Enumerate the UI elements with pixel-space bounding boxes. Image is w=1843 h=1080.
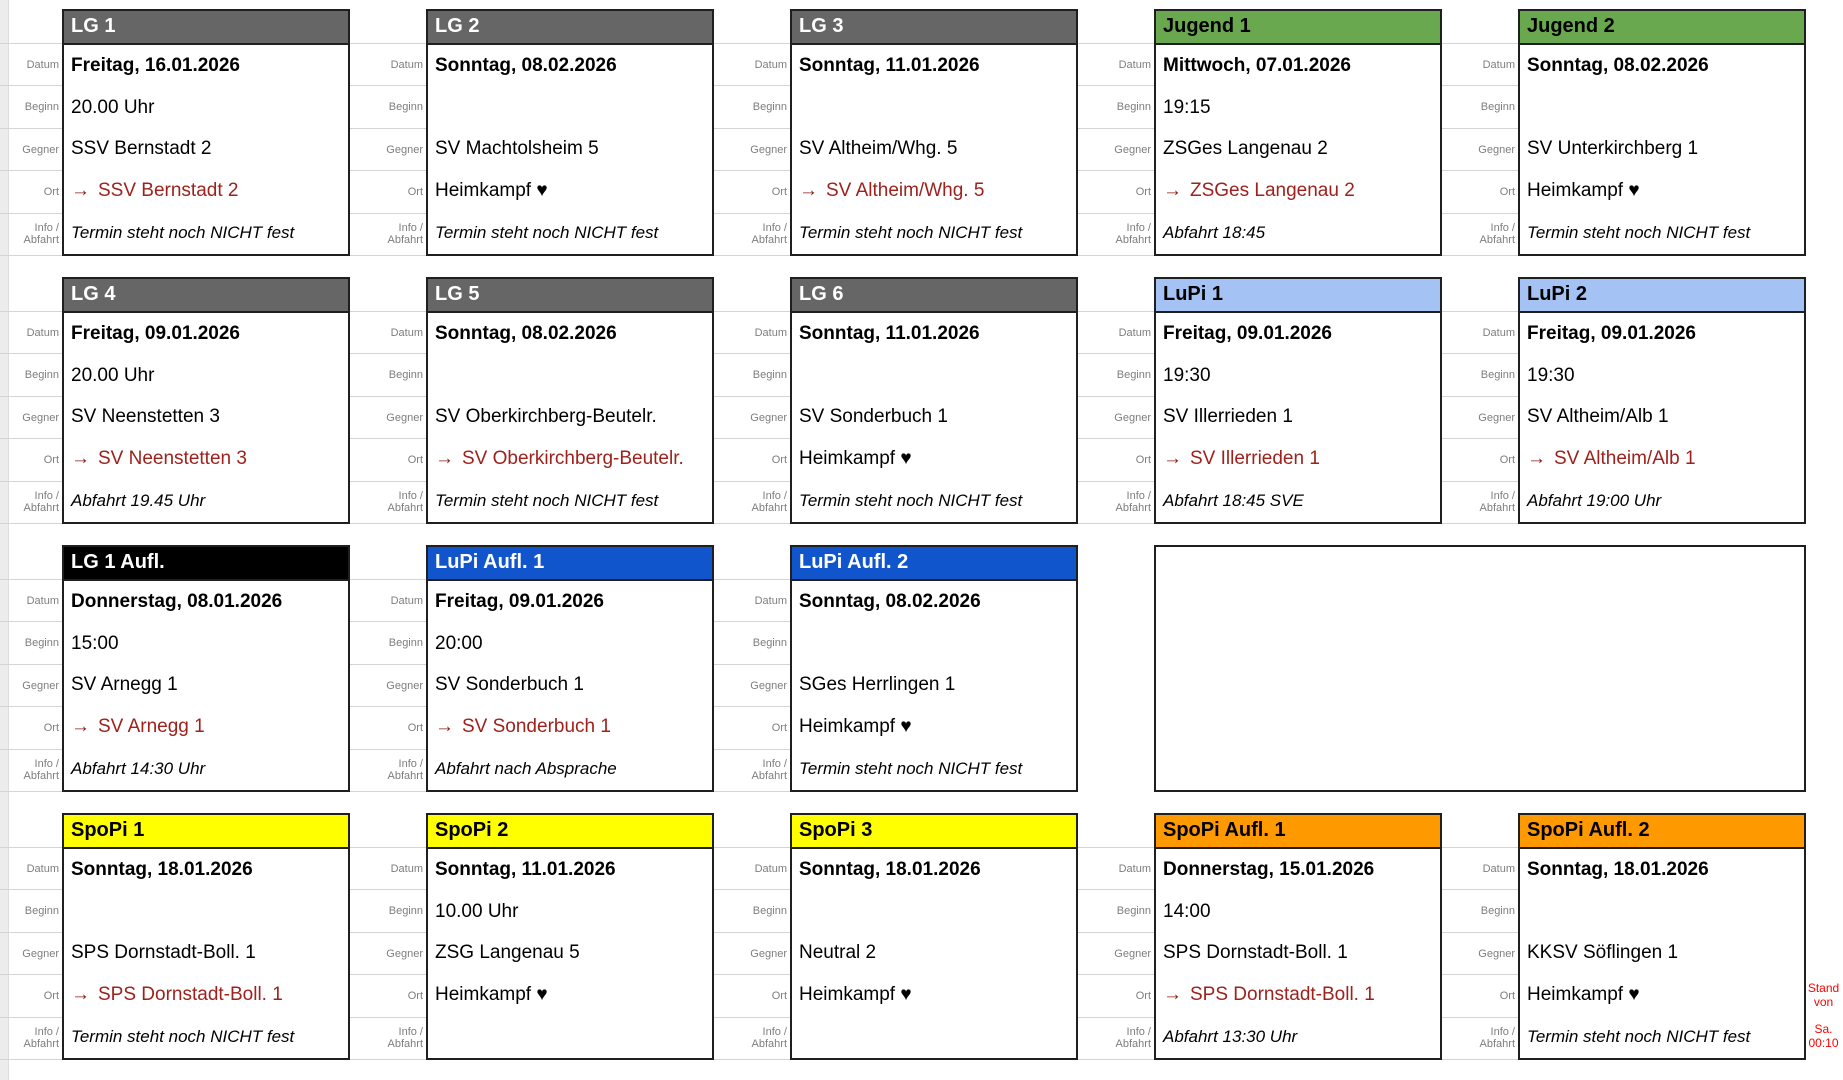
match-location-home: Heimkampf ♥ — [1527, 984, 1640, 1006]
match-card-lg-1 — [62, 9, 350, 256]
row-label-info-abfahrt: Info / Abfahrt — [0, 1017, 62, 1060]
row-label-ort: Ort — [0, 170, 62, 212]
match-location: SV Altheim/Whg. 5 — [826, 180, 985, 202]
row-label-beginn: Beginn — [714, 353, 790, 395]
row-label-ort: Ort — [714, 974, 790, 1016]
match-info — [792, 1016, 1076, 1058]
row-label-datum: Datum — [0, 43, 62, 85]
card-title: LG 2 — [428, 11, 712, 45]
match-location-link[interactable] — [428, 438, 712, 480]
match-location: SPS Dornstadt-Boll. 1 — [98, 984, 283, 1006]
right-arrow-icon: → — [71, 716, 90, 738]
match-info: Abfahrt 13:30 Uhr — [1163, 1027, 1298, 1047]
match-opponent: SV Neenstetten 3 — [71, 406, 220, 428]
match-opponent: Neutral 2 — [799, 942, 877, 964]
match-info: Termin steht noch NICHT fest — [799, 759, 1023, 779]
match-info: Abfahrt 18:45 — [1163, 223, 1266, 243]
match-card-lg-6 — [790, 277, 1078, 524]
row-label-info-abfahrt: Info / Abfahrt — [1442, 213, 1518, 256]
row-label-gegner: Gegner — [0, 396, 62, 438]
match-time — [1520, 87, 1804, 129]
match-card-lupi-1 — [1154, 277, 1442, 524]
match-opponent: ZSGes Langenau 2 — [1163, 138, 1328, 160]
card-cell-lupi-1 — [1078, 277, 1442, 524]
match-opponent: SPS Dornstadt-Boll. 1 — [1163, 942, 1348, 964]
row-labels — [1078, 813, 1154, 1060]
row-label-ort: Ort — [350, 706, 426, 748]
match-time — [64, 891, 348, 933]
row-label-ort: Ort — [1442, 438, 1518, 480]
match-info: Abfahrt 19:00 Uhr — [1527, 491, 1662, 511]
row-label-beginn: Beginn — [0, 85, 62, 127]
card-title: SpoPi 2 — [428, 815, 712, 849]
match-date: Sonntag, 08.02.2026 — [435, 54, 617, 76]
row-label-gegner: Gegner — [350, 128, 426, 170]
right-arrow-icon: → — [435, 716, 454, 738]
card-title: LG 3 — [792, 11, 1076, 45]
row-label-datum: Datum — [714, 847, 790, 889]
row-labels — [0, 9, 62, 256]
match-time — [792, 355, 1076, 397]
match-location-link[interactable] — [64, 170, 348, 212]
row-label-info-abfahrt: Info / Abfahrt — [350, 1017, 426, 1060]
status-note-line: Stand — [1807, 981, 1840, 995]
card-title: SpoPi 3 — [792, 815, 1076, 849]
card-title: LuPi Aufl. 2 — [792, 547, 1076, 581]
row-label-datum: Datum — [350, 43, 426, 85]
card-cell-lg-2 — [350, 9, 714, 256]
match-location: SV Neenstetten 3 — [98, 448, 247, 470]
match-location-home: Heimkampf ♥ — [1527, 180, 1640, 202]
row-label-gegner: Gegner — [0, 664, 62, 706]
match-time: 14:00 — [1163, 900, 1211, 922]
row-label-info-abfahrt: Info / Abfahrt — [350, 481, 426, 524]
match-info: Termin steht noch NICHT fest — [1527, 223, 1751, 243]
card-title: LG 1 — [64, 11, 348, 45]
row-label-datum: Datum — [714, 311, 790, 353]
row-label-datum: Datum — [350, 579, 426, 621]
match-info: Termin steht noch NICHT fest — [71, 1027, 295, 1047]
card-cell-spopi-2 — [350, 813, 714, 1060]
match-date: Sonntag, 08.02.2026 — [799, 590, 981, 612]
row-label-beginn: Beginn — [350, 85, 426, 127]
row-label-beginn: Beginn — [714, 889, 790, 931]
match-card-lupi-aufl-1 — [426, 545, 714, 792]
match-info: Termin steht noch NICHT fest — [71, 223, 295, 243]
match-card-lupi-aufl-2 — [790, 545, 1078, 792]
row-labels — [714, 813, 790, 1060]
match-opponent: SPS Dornstadt-Boll. 1 — [71, 942, 256, 964]
row-label-gegner: Gegner — [1442, 396, 1518, 438]
match-location-home: Heimkampf ♥ — [799, 716, 912, 738]
match-location-link[interactable] — [1520, 438, 1804, 480]
match-time — [792, 623, 1076, 665]
match-card-spopi-aufl-1 — [1154, 813, 1442, 1060]
match-location-link[interactable] — [64, 974, 348, 1016]
match-location: SV Arnegg 1 — [98, 716, 205, 738]
row-label-datum: Datum — [1442, 847, 1518, 889]
row-label-datum: Datum — [1078, 847, 1154, 889]
right-arrow-icon: → — [71, 180, 90, 202]
row-label-info-abfahrt: Info / Abfahrt — [714, 749, 790, 792]
match-info: Abfahrt 19.45 Uhr — [71, 491, 206, 511]
match-date: Freitag, 09.01.2026 — [71, 322, 240, 344]
match-date: Mittwoch, 07.01.2026 — [1163, 54, 1351, 76]
row-label-ort: Ort — [1442, 170, 1518, 212]
match-opponent: SV Sonderbuch 1 — [435, 674, 584, 696]
row-label-beginn: Beginn — [714, 85, 790, 127]
right-arrow-icon: → — [71, 448, 90, 470]
status-note-line: Sa. — [1814, 1022, 1833, 1036]
match-location-home: Heimkampf ♥ — [435, 984, 548, 1006]
row-labels — [0, 277, 62, 524]
card-title: LG 4 — [64, 279, 348, 313]
match-card-jugend-2 — [1518, 9, 1806, 256]
match-location-link[interactable] — [64, 706, 348, 748]
row-label-beginn: Beginn — [714, 621, 790, 663]
row-label-datum: Datum — [714, 43, 790, 85]
row-label-beginn: Beginn — [0, 621, 62, 663]
row-label-ort: Ort — [0, 438, 62, 480]
row-label-gegner: Gegner — [714, 664, 790, 706]
match-info: Termin steht noch NICHT fest — [435, 491, 659, 511]
match-opponent: SV Altheim/Alb 1 — [1527, 406, 1669, 428]
match-card-lg-3 — [790, 9, 1078, 256]
card-title: LuPi 1 — [1156, 279, 1440, 313]
match-opponent: SV Arnegg 1 — [71, 674, 178, 696]
row-label-ort: Ort — [0, 974, 62, 1016]
row-labels — [1442, 813, 1518, 1060]
card-cell-lupi-2 — [1442, 277, 1806, 524]
match-info: Termin steht noch NICHT fest — [799, 491, 1023, 511]
match-time: 10.00 Uhr — [435, 900, 519, 922]
row-label-gegner: Gegner — [350, 932, 426, 974]
card-title: SpoPi Aufl. 2 — [1520, 815, 1804, 849]
right-arrow-icon: → — [435, 448, 454, 470]
card-title: LuPi Aufl. 1 — [428, 547, 712, 581]
match-time: 20.00 Uhr — [71, 96, 155, 118]
card-title: LG 1 Aufl. — [64, 547, 348, 581]
status-note — [1804, 981, 1843, 1050]
row-label-info-abfahrt: Info / Abfahrt — [0, 213, 62, 256]
card-title: LG 5 — [428, 279, 712, 313]
row-label-ort: Ort — [714, 170, 790, 212]
match-date: Donnerstag, 08.01.2026 — [71, 590, 283, 612]
match-card-lg-4 — [62, 277, 350, 524]
match-info: Termin steht noch NICHT fest — [1527, 1027, 1751, 1047]
match-opponent: ZSG Langenau 5 — [435, 942, 580, 964]
card-title: Jugend 2 — [1520, 11, 1804, 45]
row-label-info-abfahrt: Info / Abfahrt — [350, 749, 426, 792]
right-arrow-icon: → — [1163, 984, 1182, 1006]
row-label-ort: Ort — [714, 706, 790, 748]
row-label-ort: Ort — [1442, 974, 1518, 1016]
match-location-home: Heimkampf ♥ — [799, 448, 912, 470]
match-card-spopi-aufl-2 — [1518, 813, 1806, 1060]
row-label-beginn: Beginn — [1442, 85, 1518, 127]
row-labels — [350, 277, 426, 524]
row-label-gegner: Gegner — [1078, 396, 1154, 438]
match-location-link[interactable] — [1156, 170, 1440, 212]
row-label-beginn: Beginn — [350, 353, 426, 395]
match-location: SV Illerrieden 1 — [1190, 448, 1320, 470]
match-time: 20.00 Uhr — [71, 364, 155, 386]
row-label-info-abfahrt: Info / Abfahrt — [1078, 1017, 1154, 1060]
right-arrow-icon: → — [1527, 448, 1546, 470]
card-cell-lg-4 — [0, 277, 350, 524]
row-label-datum: Datum — [350, 311, 426, 353]
row-label-datum: Datum — [350, 847, 426, 889]
match-opponent: KKSV Söflingen 1 — [1527, 942, 1679, 964]
card-cell-lg-3 — [714, 9, 1078, 256]
row-label-datum: Datum — [714, 579, 790, 621]
match-location: SV Sonderbuch 1 — [462, 716, 611, 738]
card-cell-spopi-aufl-2 — [1442, 813, 1806, 1060]
match-date: Freitag, 16.01.2026 — [71, 54, 240, 76]
card-cell-spopi-aufl-1 — [1078, 813, 1442, 1060]
match-opponent: SV Sonderbuch 1 — [799, 406, 948, 428]
match-location-link[interactable] — [792, 170, 1076, 212]
match-time — [428, 355, 712, 397]
match-opponent: SV Illerrieden 1 — [1163, 406, 1293, 428]
card-cell-spopi-1 — [0, 813, 350, 1060]
match-info: Abfahrt 18:45 SVE — [1163, 491, 1304, 511]
row-label-ort: Ort — [1078, 974, 1154, 1016]
row-label-ort: Ort — [0, 706, 62, 748]
match-location: SPS Dornstadt-Boll. 1 — [1190, 984, 1375, 1006]
card-cell-lg-1-aufl — [0, 545, 350, 792]
match-card-spopi-3 — [790, 813, 1078, 1060]
row-labels — [714, 545, 790, 792]
match-opponent: SGes Herrlingen 1 — [799, 674, 956, 696]
row-labels — [350, 545, 426, 792]
row-label-gegner: Gegner — [714, 932, 790, 974]
row-label-gegner: Gegner — [714, 128, 790, 170]
match-date: Sonntag, 11.01.2026 — [799, 322, 980, 344]
card-title: LuPi 2 — [1520, 279, 1804, 313]
match-card-spopi-1 — [62, 813, 350, 1060]
row-label-datum: Datum — [1442, 311, 1518, 353]
row-label-gegner: Gegner — [1078, 128, 1154, 170]
row-labels — [0, 813, 62, 1060]
match-opponent: SV Oberkirchberg-Beutelr. — [435, 406, 657, 428]
match-time: 15:00 — [71, 632, 119, 654]
match-info: Termin steht noch NICHT fest — [799, 223, 1023, 243]
row-label-beginn: Beginn — [1078, 889, 1154, 931]
row-label-info-abfahrt: Info / Abfahrt — [714, 213, 790, 256]
match-info — [428, 1016, 712, 1058]
status-note-line: von — [1813, 995, 1834, 1009]
match-info: Abfahrt nach Absprache — [435, 759, 617, 779]
match-card-spopi-2 — [426, 813, 714, 1060]
row-label-info-abfahrt: Info / Abfahrt — [714, 1017, 790, 1060]
right-arrow-icon: → — [1163, 180, 1182, 202]
card-title: SpoPi 1 — [64, 815, 348, 849]
match-date: Freitag, 09.01.2026 — [435, 590, 604, 612]
right-arrow-icon: → — [799, 180, 818, 202]
row-label-datum: Datum — [1442, 43, 1518, 85]
row-label-datum: Datum — [0, 579, 62, 621]
row-label-gegner: Gegner — [1442, 128, 1518, 170]
match-time — [792, 87, 1076, 129]
match-date: Donnerstag, 15.01.2026 — [1163, 858, 1375, 880]
row-label-gegner: Gegner — [1078, 932, 1154, 974]
match-location: ZSGes Langenau 2 — [1190, 180, 1355, 202]
row-label-datum: Datum — [1078, 43, 1154, 85]
row-label-ort: Ort — [350, 438, 426, 480]
match-date: Freitag, 09.01.2026 — [1527, 322, 1696, 344]
match-location: SV Altheim/Alb 1 — [1554, 448, 1696, 470]
match-time: 19:15 — [1163, 96, 1211, 118]
row-label-info-abfahrt: Info / Abfahrt — [1442, 481, 1518, 524]
row-label-info-abfahrt: Info / Abfahrt — [1442, 1017, 1518, 1060]
row-labels — [350, 9, 426, 256]
row-label-gegner: Gegner — [714, 396, 790, 438]
match-location-link[interactable] — [428, 706, 712, 748]
row-label-gegner: Gegner — [350, 664, 426, 706]
row-label-beginn: Beginn — [350, 889, 426, 931]
row-label-ort: Ort — [714, 438, 790, 480]
card-cell-lupi-aufl-2 — [714, 545, 1078, 792]
row-labels — [1078, 9, 1154, 256]
match-date: Sonntag, 18.01.2026 — [71, 858, 253, 880]
match-card-lg-5 — [426, 277, 714, 524]
row-labels — [714, 277, 790, 524]
card-title: LG 6 — [792, 279, 1076, 313]
match-location: SV Oberkirchberg-Beutelr. — [462, 448, 684, 470]
match-card-lg-1-aufl — [62, 545, 350, 792]
match-opponent: SV Altheim/Whg. 5 — [799, 138, 958, 160]
row-label-info-abfahrt: Info / Abfahrt — [0, 749, 62, 792]
row-label-info-abfahrt: Info / Abfahrt — [714, 481, 790, 524]
row-label-ort: Ort — [1078, 438, 1154, 480]
row-label-datum: Datum — [0, 311, 62, 353]
match-info: Termin steht noch NICHT fest — [435, 223, 659, 243]
row-label-beginn: Beginn — [1442, 889, 1518, 931]
card-cell-jugend-1 — [1078, 9, 1442, 256]
row-label-beginn: Beginn — [0, 889, 62, 931]
match-date: Sonntag, 08.02.2026 — [435, 322, 617, 344]
empty-schedule-cell — [1154, 545, 1806, 792]
match-card-lupi-2 — [1518, 277, 1806, 524]
match-time — [428, 87, 712, 129]
card-title: SpoPi Aufl. 1 — [1156, 815, 1440, 849]
row-labels — [0, 545, 62, 792]
row-label-gegner: Gegner — [0, 932, 62, 974]
match-opponent: SV Unterkirchberg 1 — [1527, 138, 1699, 160]
match-info: Abfahrt 14:30 Uhr — [71, 759, 206, 779]
row-label-info-abfahrt: Info / Abfahrt — [1078, 213, 1154, 256]
match-location: SSV Bernstadt 2 — [98, 180, 239, 202]
match-date: Sonntag, 11.01.2026 — [435, 858, 616, 880]
card-cell-spopi-3 — [714, 813, 1078, 1060]
card-title: Jugend 1 — [1156, 11, 1440, 45]
match-time — [792, 891, 1076, 933]
match-location-link[interactable] — [1156, 974, 1440, 1016]
card-cell-lg-5 — [350, 277, 714, 524]
row-label-datum: Datum — [0, 847, 62, 889]
row-label-gegner: Gegner — [350, 396, 426, 438]
row-label-ort: Ort — [350, 974, 426, 1016]
row-label-ort: Ort — [1078, 170, 1154, 212]
match-date: Sonntag, 08.02.2026 — [1527, 54, 1709, 76]
row-label-beginn: Beginn — [1078, 85, 1154, 127]
row-labels — [1442, 9, 1518, 256]
match-location-link[interactable] — [64, 438, 348, 480]
match-time: 19:30 — [1163, 364, 1211, 386]
row-labels — [1442, 277, 1518, 524]
card-cell-lg-1 — [0, 9, 350, 256]
right-arrow-icon: → — [71, 984, 90, 1006]
row-label-datum: Datum — [1078, 311, 1154, 353]
right-arrow-icon: → — [1163, 448, 1182, 470]
match-date: Freitag, 09.01.2026 — [1163, 322, 1332, 344]
row-label-beginn: Beginn — [0, 353, 62, 395]
match-opponent: SSV Bernstadt 2 — [71, 138, 212, 160]
row-label-beginn: Beginn — [1078, 353, 1154, 395]
match-location-home: Heimkampf ♥ — [799, 984, 912, 1006]
row-labels — [350, 813, 426, 1060]
match-date: Sonntag, 18.01.2026 — [1527, 858, 1709, 880]
match-location-link[interactable] — [1156, 438, 1440, 480]
match-time: 19:30 — [1527, 364, 1575, 386]
card-cell-lg-6 — [714, 277, 1078, 524]
match-card-lg-2 — [426, 9, 714, 256]
card-cell-lupi-aufl-1 — [350, 545, 714, 792]
match-time: 20:00 — [435, 632, 483, 654]
row-labels — [1078, 277, 1154, 524]
row-labels — [714, 9, 790, 256]
status-note-line: 00:10 — [1808, 1036, 1839, 1050]
match-date: Sonntag, 18.01.2026 — [799, 858, 981, 880]
match-location-home: Heimkampf ♥ — [435, 180, 548, 202]
match-time — [1520, 891, 1804, 933]
card-cell-jugend-2 — [1442, 9, 1806, 256]
row-label-gegner: Gegner — [1442, 932, 1518, 974]
match-opponent: SV Machtolsheim 5 — [435, 138, 599, 160]
match-card-jugend-1 — [1154, 9, 1442, 256]
row-label-beginn: Beginn — [350, 621, 426, 663]
row-label-info-abfahrt: Info / Abfahrt — [0, 481, 62, 524]
row-label-ort: Ort — [350, 170, 426, 212]
match-date: Sonntag, 11.01.2026 — [799, 54, 980, 76]
row-label-gegner: Gegner — [0, 128, 62, 170]
row-label-info-abfahrt: Info / Abfahrt — [350, 213, 426, 256]
row-label-info-abfahrt: Info / Abfahrt — [1078, 481, 1154, 524]
row-label-beginn: Beginn — [1442, 353, 1518, 395]
